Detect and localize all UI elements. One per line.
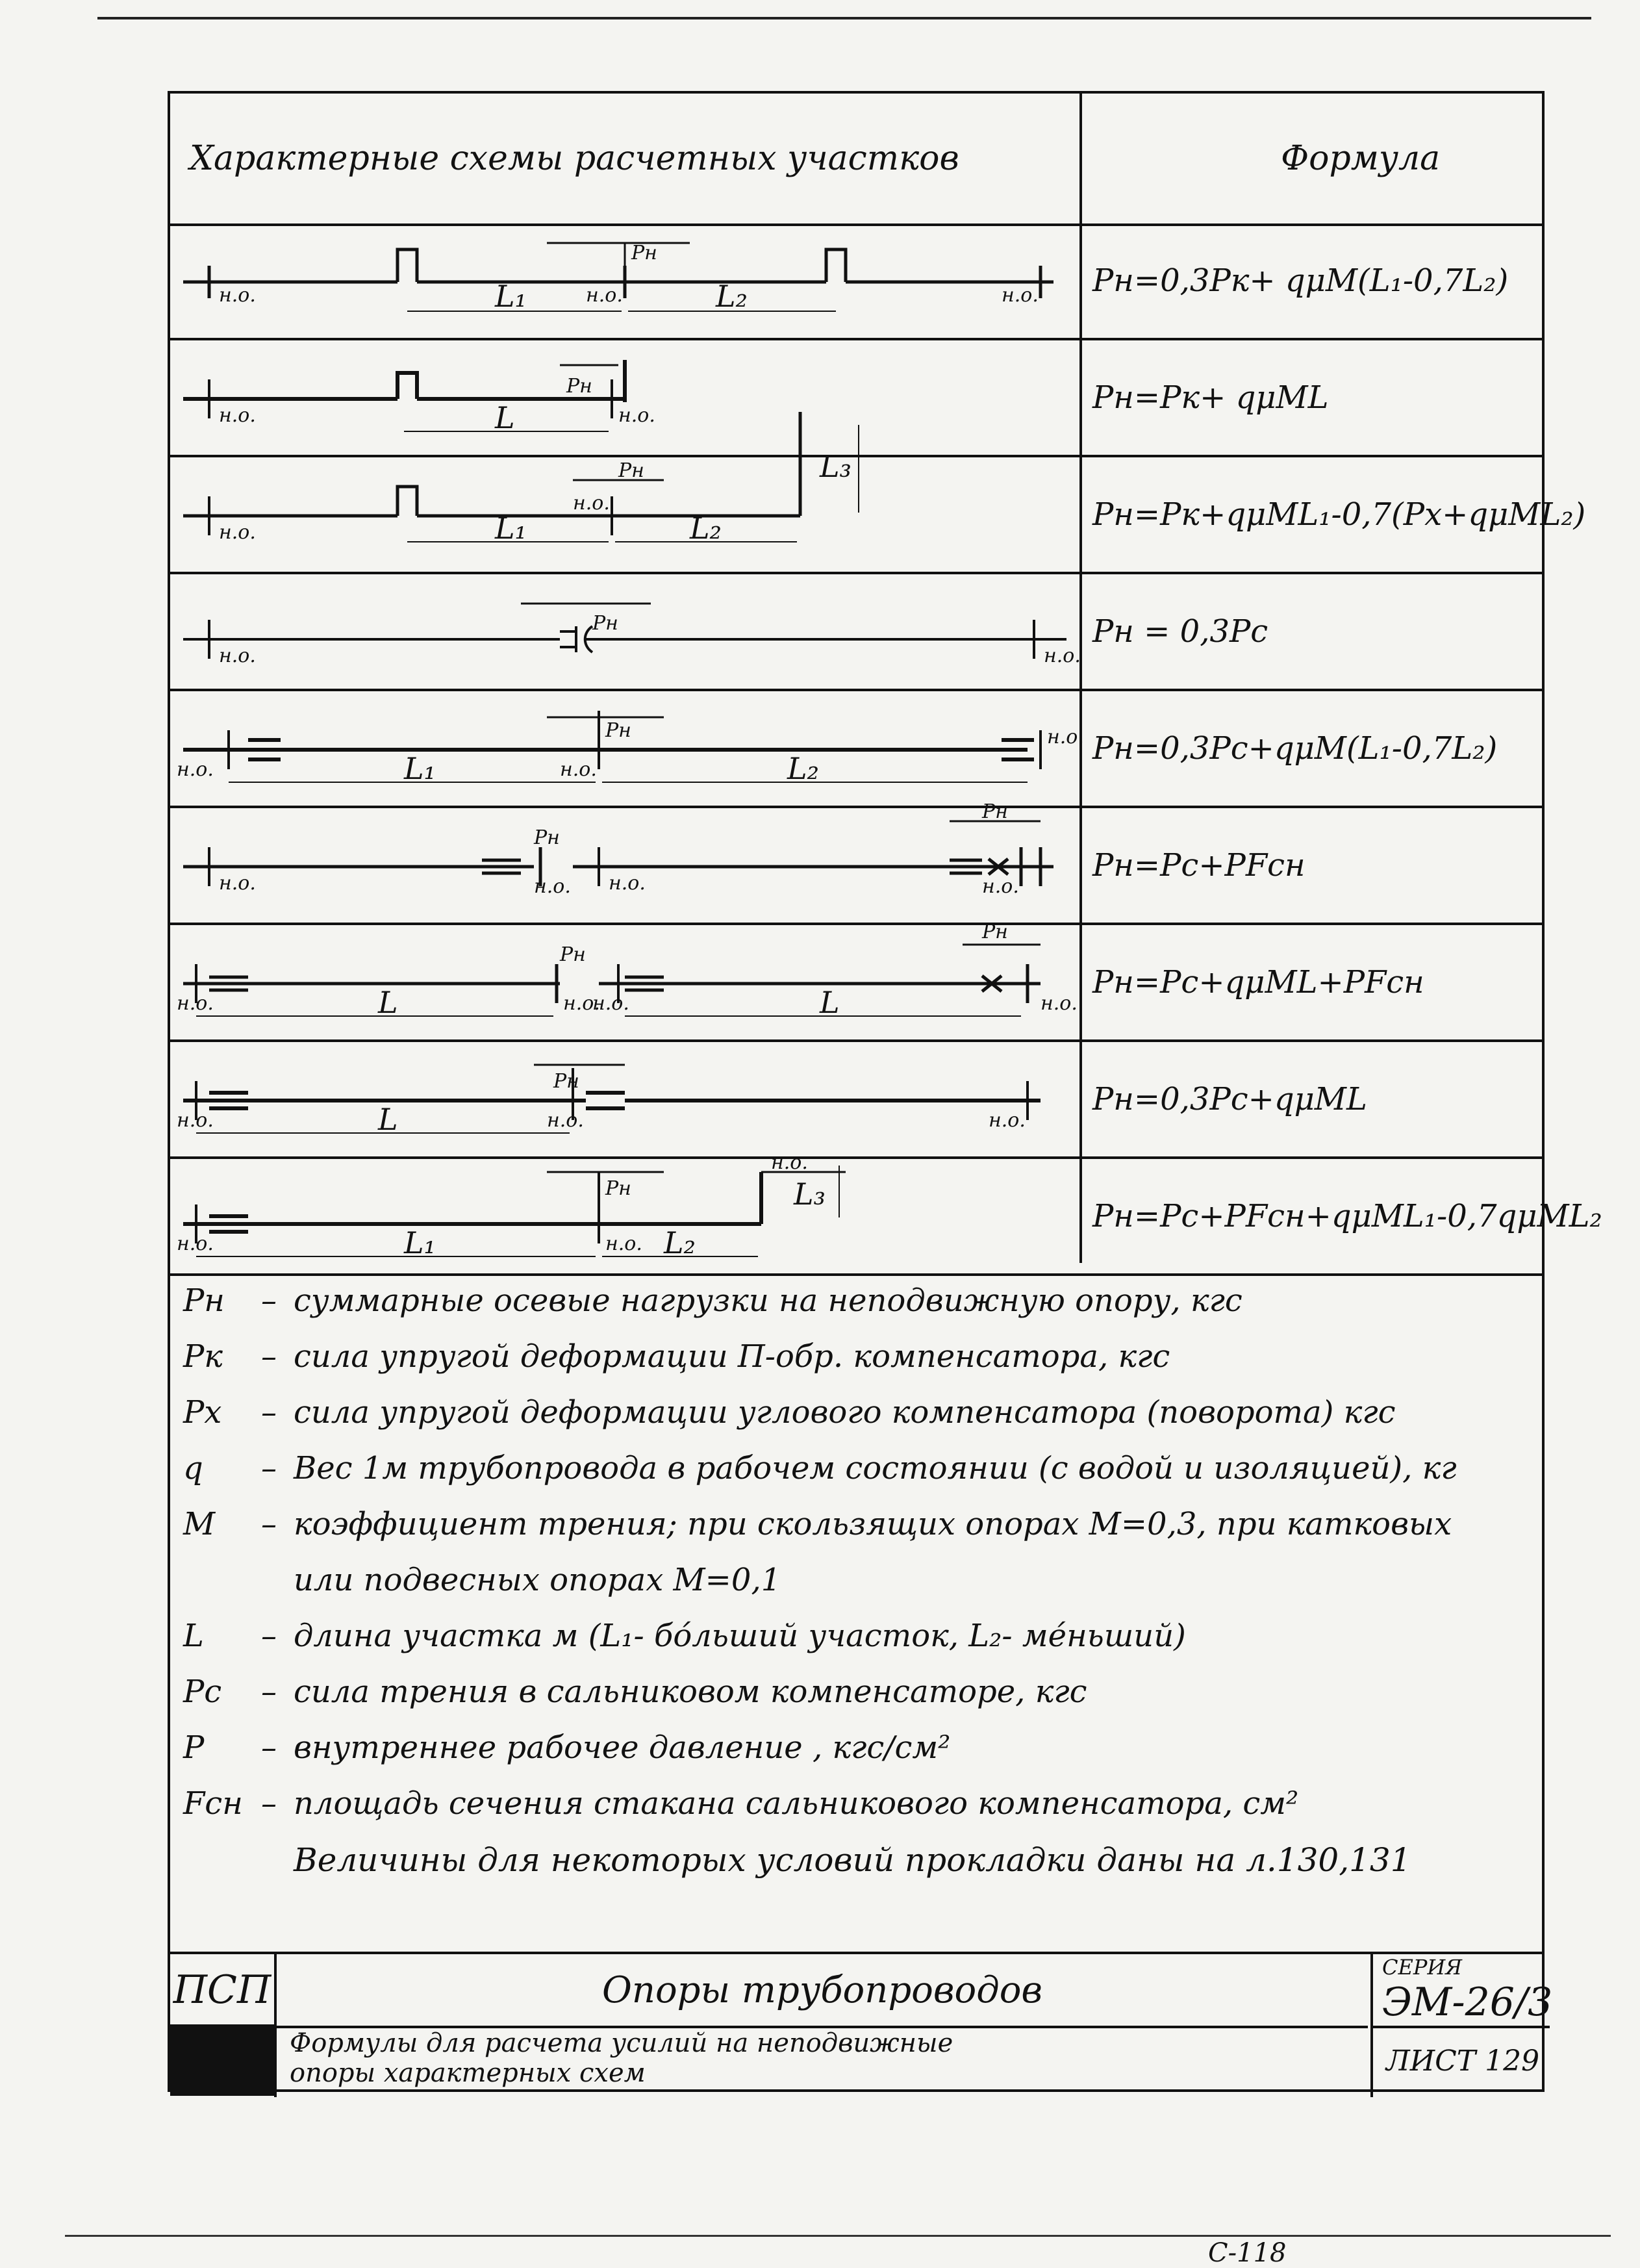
formula-6: Pн=Pс+PFсн bbox=[1092, 847, 1306, 884]
label-ph: Pн bbox=[982, 921, 1008, 943]
legend-text: суммарные осевые нагрузки на неподвижную опору, кгс bbox=[294, 1282, 1243, 1319]
scheme-row-2 bbox=[170, 340, 1542, 457]
label-ph: Pн bbox=[631, 242, 657, 264]
formula-3: Pн=Pк+qμML₁-0,7(Pх+qμML₂) bbox=[1092, 496, 1586, 533]
label-no: н.о. bbox=[989, 1109, 1026, 1132]
label-no: н.о. bbox=[560, 758, 597, 781]
label-no: н.о. bbox=[618, 404, 655, 427]
title-block bbox=[170, 1952, 1553, 2097]
legend-item: Pк – сила упругой деформации П-обр. компенсатора, кгс bbox=[183, 1338, 1170, 1375]
legend-text: сила упругой деформации П-обр. компенсатора, кгс bbox=[294, 1338, 1170, 1375]
label-l: L bbox=[378, 1102, 398, 1137]
page-number: С-118 bbox=[1208, 2238, 1287, 2268]
org-code: ПСП bbox=[173, 1967, 271, 2013]
legend bbox=[183, 1282, 1534, 1900]
label-ph: Pн bbox=[605, 719, 631, 742]
title-block-series bbox=[1370, 1954, 1553, 2097]
legend-item: Pн – суммарные осевые нагрузки на неподвижную опору, кгс bbox=[183, 1282, 1243, 1319]
legend-item bbox=[183, 1562, 1534, 1618]
formula-7: Pн=Pс+qμML+PFсн bbox=[1092, 964, 1424, 1000]
label-l3: L₃ bbox=[820, 449, 852, 484]
legend-symbol: Pс bbox=[183, 1674, 222, 1710]
label-no: н.о. bbox=[1044, 644, 1081, 667]
formula-2: Pн=Pк+ qμML bbox=[1092, 379, 1329, 416]
legend-item: L – длина участка м (L₁- бо́льший участок, L₂- ме́ньший) bbox=[183, 1618, 1186, 1654]
legend-symbol: P bbox=[183, 1729, 205, 1766]
legend-item: P – внутреннее рабочее давление , кгс/см² bbox=[183, 1729, 951, 1766]
legend-text: внутреннее рабочее давление , кгс/см² bbox=[294, 1729, 951, 1766]
scheme-diagram-7 bbox=[170, 921, 1079, 1039]
label-no: н.о. bbox=[219, 404, 256, 427]
label-ph: Pн bbox=[534, 826, 560, 849]
legend-text: сила трения в сальниковом компенсаторе, кгс bbox=[294, 1674, 1087, 1710]
label-l2: L₂ bbox=[787, 751, 819, 786]
drawing-sheet bbox=[168, 91, 1602, 2092]
label-ph: Pн bbox=[553, 1070, 579, 1093]
series-code: ЭМ-26/3 bbox=[1382, 1980, 1553, 2025]
label-no: н.о. bbox=[219, 644, 256, 667]
label-l: L bbox=[378, 985, 398, 1020]
legend-item: q – Вес 1м трубопровода в рабочем состоянии (с водой и изоляцией), кг bbox=[183, 1450, 1457, 1486]
label-no: н.о. bbox=[609, 872, 646, 895]
label-ph: Pн bbox=[566, 375, 592, 398]
label-l: L bbox=[495, 400, 515, 435]
label-no: н.о. bbox=[177, 992, 214, 1015]
doc-subtitle-line-1: Формулы для расчета усилий на неподвижные bbox=[290, 2028, 953, 2058]
scheme-diagram-9 bbox=[170, 1151, 1079, 1273]
label-l1: L₁ bbox=[404, 1225, 436, 1260]
label-no: н.о. bbox=[605, 1232, 642, 1255]
table-header bbox=[170, 94, 1542, 226]
label-l: L bbox=[820, 985, 840, 1020]
formula-1: Pн=0,3Pк+ qμM(L₁-0,7L₂) bbox=[1092, 262, 1509, 299]
legend-item: M – коэффициент трения; при скользящих опорах M=0,3, при катковых bbox=[183, 1506, 1452, 1542]
scheme-row-8 bbox=[170, 1042, 1542, 1159]
legend-symbol: q bbox=[183, 1450, 203, 1486]
header-schemes: Характерные схемы расчетных участков bbox=[190, 139, 959, 178]
scheme-diagram-1 bbox=[170, 223, 1079, 338]
label-l1: L₁ bbox=[495, 511, 527, 546]
label-ph: Pн bbox=[560, 943, 586, 966]
label-no: н.о. bbox=[982, 875, 1019, 898]
label-no: н.о. bbox=[219, 284, 256, 307]
label-no: н.о. bbox=[219, 872, 256, 895]
scheme-row-9 bbox=[170, 1151, 1602, 1276]
label-no: н.о. bbox=[547, 1109, 584, 1132]
legend-text: или подвесных опорах M=0,1 bbox=[294, 1562, 781, 1598]
label-l2: L₂ bbox=[690, 511, 722, 546]
title-block-org bbox=[170, 1954, 277, 2097]
label-l3: L₃ bbox=[794, 1177, 826, 1212]
label-no: н.о. bbox=[177, 1232, 214, 1255]
legend-item: Fсн – площадь сечения стакана сальникового компенсатора, см² bbox=[183, 1785, 1299, 1822]
label-no: н.о. bbox=[592, 992, 629, 1015]
scheme-row-6 bbox=[170, 800, 1542, 925]
legend-symbol: Pн bbox=[183, 1282, 225, 1319]
label-no: н.о. bbox=[177, 1109, 214, 1132]
legend-item: Pс – сила трения в сальниковом компенсаторе, кгс bbox=[183, 1674, 1087, 1710]
label-ph: Pн bbox=[605, 1177, 631, 1200]
scheme-row-4 bbox=[170, 574, 1542, 691]
label-no: н.о. bbox=[573, 492, 610, 515]
label-no: н.о. bbox=[177, 758, 214, 781]
scheme-diagram-5 bbox=[170, 691, 1084, 806]
scheme-row-7 bbox=[170, 921, 1542, 1042]
legend-text: площадь сечения стакана сальникового компенсатора, см² bbox=[294, 1785, 1299, 1822]
doc-subtitle bbox=[290, 2028, 1381, 2093]
formula-8: Pн=0,3Pс+qμML bbox=[1092, 1081, 1367, 1117]
label-l1: L₁ bbox=[495, 279, 527, 314]
doc-subtitle-line-2: опоры характерных схем bbox=[290, 2058, 646, 2088]
doc-title: Опоры трубопроводов bbox=[601, 1969, 1042, 2011]
scheme-diagram-3 bbox=[170, 449, 1079, 572]
scheme-diagram-6 bbox=[170, 800, 1079, 923]
scheme-rows bbox=[170, 223, 1602, 1276]
label-no: н.о. bbox=[586, 284, 623, 307]
label-l1: L₁ bbox=[404, 751, 436, 786]
legend-symbol: M bbox=[183, 1506, 216, 1542]
label-no: н.о. bbox=[219, 521, 256, 544]
legend-note: Величины для некоторых условий прокладки даны на л.130,131 bbox=[294, 1841, 1411, 1879]
label-no: н.о. bbox=[534, 875, 571, 898]
label-no: н.о. bbox=[1002, 284, 1039, 307]
scheme-row-3 bbox=[170, 449, 1586, 574]
label-no: н.о. bbox=[1041, 992, 1078, 1015]
legend-text: коэффициент трения; при скользящих опорах M=0,3, при катковых bbox=[294, 1506, 1452, 1542]
scheme-diagram-2 bbox=[170, 340, 1079, 455]
legend-text: длина участка м (L₁- бо́льший участок, L₂- ме́ньший) bbox=[294, 1618, 1186, 1654]
legend-symbol: Fсн bbox=[183, 1785, 243, 1822]
bottom-border-line bbox=[65, 2235, 1611, 2237]
label-ph: Pн bbox=[982, 800, 1008, 823]
label-no: н.о. bbox=[563, 992, 600, 1015]
legend-text: Вес 1м трубопровода в рабочем состоянии (с водой и изоляцией), кг bbox=[294, 1450, 1457, 1486]
legend-symbol: Pх bbox=[183, 1394, 222, 1431]
legend-symbol: Pк bbox=[183, 1338, 223, 1375]
header-formula: Формула bbox=[1281, 139, 1441, 178]
label-ph: Pн bbox=[618, 459, 644, 482]
label-l2: L₂ bbox=[664, 1225, 696, 1260]
label-ph: Pн bbox=[592, 612, 618, 635]
scheme-row-5 bbox=[170, 691, 1542, 808]
formula-5: Pн=0,3Pс+qμM(L₁-0,7L₂) bbox=[1092, 730, 1498, 767]
label-no: н.о. bbox=[771, 1151, 808, 1174]
series-box bbox=[1373, 1954, 1553, 2026]
formula-9: Pн=Pс+PFсн+qμML₁-0,7qμML₂ bbox=[1092, 1198, 1602, 1234]
scheme-diagram-4 bbox=[170, 574, 1079, 689]
legend-item: Pх – сила упругой деформации углового компенсатора (поворота) кгс bbox=[183, 1394, 1396, 1431]
legend-symbol: L bbox=[183, 1618, 204, 1654]
title-block-main bbox=[277, 1954, 1368, 2097]
sheet-number: ЛИСТ 129 bbox=[1386, 2044, 1540, 2078]
scheme-diagram-8 bbox=[170, 1042, 1079, 1156]
series-label: СЕРИЯ bbox=[1382, 1955, 1463, 1980]
label-l2: L₂ bbox=[716, 279, 748, 314]
legend-text: сила упругой деформации углового компенсатора (поворота) кгс bbox=[294, 1394, 1396, 1431]
top-border-line bbox=[97, 17, 1591, 19]
formula-4: Pн = 0,3Pс bbox=[1092, 613, 1268, 650]
scheme-row-1 bbox=[170, 223, 1542, 340]
label-no: н.о. bbox=[1047, 726, 1084, 748]
